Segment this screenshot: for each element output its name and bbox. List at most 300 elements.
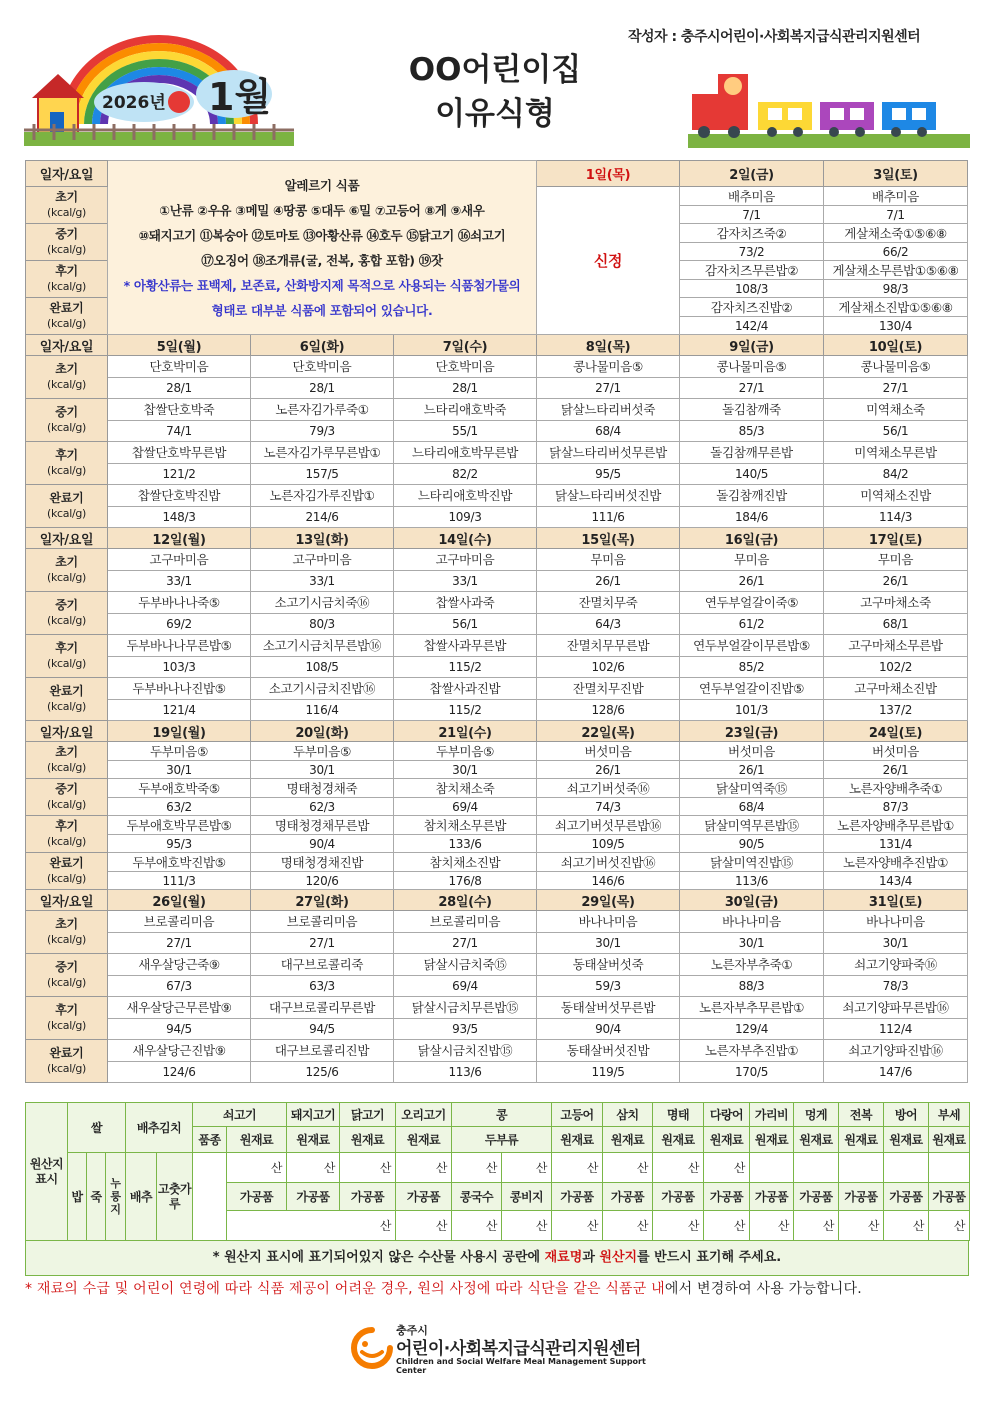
stage-label	[26, 1040, 108, 1083]
day-header: 9일(금)	[680, 335, 824, 356]
menu-item: 두부미음⑤	[251, 742, 394, 761]
allergy-line: ①난류 ②우유 ③메밀 ④땅콩 ⑤대두 ⑥밀 ⑦고등어 ⑧게 ⑨새우	[159, 202, 485, 218]
kcal-value: 111/6	[537, 506, 680, 528]
stage-label	[26, 399, 108, 442]
menu-item: 대구브로콜리무른밥	[251, 997, 394, 1019]
origin-item-croaker: 부세	[929, 1103, 970, 1127]
origin-item-abalone: 전복	[839, 1103, 884, 1127]
menu-item: 참치채소무른밥	[394, 816, 537, 835]
kcal-value: 63/3	[251, 975, 394, 997]
stage-name: 후기	[55, 448, 78, 462]
menu-item: 버섯미음	[680, 742, 824, 761]
stage-label	[26, 816, 108, 853]
center-logo	[350, 1322, 650, 1375]
menu-item: 닭살미역죽⑮	[680, 779, 824, 798]
origin-raw: 원재료	[287, 1127, 340, 1153]
menu-item: 무미음	[824, 549, 968, 571]
origin-raw: 원재료	[884, 1127, 929, 1153]
origin-rice-bap: 밥	[68, 1153, 87, 1241]
year-label: 2026년	[102, 93, 166, 113]
kcal-value: 30/1	[537, 932, 680, 954]
day-header: 14일(수)	[394, 528, 537, 549]
origin-blank[interactable]	[750, 1153, 794, 1183]
kcal-value: 59/3	[537, 975, 680, 997]
footnote	[25, 1278, 862, 1298]
date-day-label: 일자/요일	[26, 528, 108, 549]
menu-item: 쇠고기양파무른밥⑯	[824, 997, 968, 1019]
menu-item: 느타리애호박무른밥	[394, 442, 537, 464]
kcal-value: 121/4	[108, 699, 251, 721]
menu-item: 감자치즈죽②	[680, 224, 824, 243]
menu-item: 돌김참깨무른밥	[680, 442, 824, 464]
origin-mountain[interactable]: 산	[552, 1211, 603, 1241]
origin-rice-nurungji: 누룽지	[106, 1153, 126, 1241]
allergy-info	[108, 161, 537, 335]
kcal-value: 85/2	[680, 656, 824, 678]
origin-label: 원산지 표시	[26, 1103, 68, 1241]
menu-item: 노른자김가루무른밥①	[251, 442, 394, 464]
kcal-unit: (kcal/g)	[46, 835, 87, 848]
menu-item: 고구마채소죽	[824, 592, 968, 614]
origin-item-beef: 쇠고기	[193, 1103, 287, 1127]
stage-label	[26, 779, 108, 816]
stage-name: 완료기	[49, 491, 84, 505]
origin-item-spanish-mackerel: 삼치	[603, 1103, 653, 1127]
menu-item: 소고기시금치무른밥⑯	[251, 635, 394, 657]
menu-item: 브로콜리미음	[394, 911, 537, 933]
kcal-value: 7/1	[680, 206, 824, 224]
kcal-value: 69/4	[394, 975, 537, 997]
date-day-label: 일자/요일	[26, 721, 108, 742]
menu-item: 콩나물미음⑤	[680, 356, 824, 378]
origin-processed: 가공품	[794, 1183, 839, 1211]
menu-item: 게살채소무른밥①⑤⑥⑧	[824, 261, 968, 280]
origin-item-soy: 콩	[452, 1103, 552, 1127]
kcal-value: 90/5	[680, 835, 824, 853]
kcal-value: 30/1	[680, 932, 824, 954]
kcal-value: 87/3	[824, 798, 968, 816]
origin-blank[interactable]	[839, 1153, 884, 1183]
kcal-value: 30/1	[108, 761, 251, 779]
kcal-value: 74/3	[537, 798, 680, 816]
page-title: OO어린이집	[408, 52, 582, 88]
allergy-title: 알레르기 식품	[284, 177, 360, 193]
menu-item: 고구마미음	[394, 549, 537, 571]
menu-item: 잔멸치무죽	[537, 592, 680, 614]
origin-soy-noodle: 콩국수	[452, 1183, 502, 1211]
day-header: 24일(토)	[824, 721, 968, 742]
kcal-value: 33/1	[108, 570, 251, 592]
menu-item: 고구마채소무른밥	[824, 635, 968, 657]
origin-notice	[25, 1240, 969, 1276]
kcal-unit: (kcal/g)	[46, 761, 87, 774]
notice-highlight: 재료명	[544, 1250, 583, 1265]
stage-name: 완료기	[49, 684, 84, 698]
menu-item: 게살채소진밥①⑤⑥⑧	[824, 298, 968, 317]
menu-item: 콩나물미음⑤	[537, 356, 680, 378]
origin-raw: 원재료	[340, 1127, 396, 1153]
origin-kimchi-pepper: 고춧가루	[157, 1153, 193, 1241]
stage-label	[26, 224, 108, 261]
origin-mountain[interactable]: 산	[502, 1153, 552, 1183]
origin-item-sea-squirt: 멍게	[794, 1103, 839, 1127]
author-credit: 작성자 : 충주시어린이·사회복지급식관리지원센터	[628, 29, 921, 45]
menu-item: 느타리애호박죽	[394, 399, 537, 421]
kcal-value: 7/1	[824, 206, 968, 224]
menu-item: 두부바나나진밥⑤	[108, 678, 251, 700]
menu-item: 찹쌀단호박진밥	[108, 485, 251, 507]
kcal-value: 26/1	[680, 761, 824, 779]
origin-raw: 원재료	[552, 1127, 603, 1153]
menu-item: 동태살버섯죽	[537, 954, 680, 976]
menu-item: 두부애호박죽⑤	[108, 779, 251, 798]
kcal-value: 95/3	[108, 835, 251, 853]
stage-name: 후기	[55, 264, 78, 278]
menu-item: 찹쌀사과진밥	[394, 678, 537, 700]
menu-item: 닭살느타리버섯진밥	[537, 485, 680, 507]
smile-logo-icon	[350, 1326, 394, 1370]
kcal-unit: (kcal/g)	[46, 657, 87, 670]
origin-processed: 가공품	[653, 1183, 704, 1211]
origin-processed: 가공품	[340, 1183, 396, 1211]
kcal-value: 68/4	[680, 798, 824, 816]
menu-item: 새우살당근무른밥⑨	[108, 997, 251, 1019]
origin-raw: 원재료	[653, 1127, 704, 1153]
notice-text: 과	[582, 1250, 600, 1265]
kcal-value: 170/5	[680, 1061, 824, 1083]
kcal-value: 129/4	[680, 1018, 824, 1040]
kcal-value: 130/4	[824, 317, 968, 335]
kcal-value: 214/6	[251, 506, 394, 528]
menu-item: 노른자김가루진밥①	[251, 485, 394, 507]
origin-mountain[interactable]: 산	[794, 1211, 839, 1241]
stage-label	[26, 592, 108, 635]
menu-item: 무미음	[680, 549, 824, 571]
origin-rice-juk: 죽	[87, 1153, 106, 1241]
menu-item: 쇠고기양파진밥⑯	[824, 1040, 968, 1062]
kcal-value: 176/8	[394, 872, 537, 890]
kcal-value: 93/5	[394, 1018, 537, 1040]
menu-item: 돌김참깨죽	[680, 399, 824, 421]
holiday-cell: 신정	[537, 187, 680, 335]
kcal-value: 74/1	[108, 420, 251, 442]
origin-mountain[interactable]: 산	[653, 1153, 704, 1183]
kcal-value: 184/6	[680, 506, 824, 528]
menu-item: 쇠고기버섯무른밥⑯	[537, 816, 680, 835]
day-header: 31일(토)	[824, 890, 968, 911]
stage-label	[26, 997, 108, 1040]
menu-item: 닭살시금치죽⑮	[394, 954, 537, 976]
kcal-value: 56/1	[394, 613, 537, 635]
origin-item-yellowtail: 방어	[884, 1103, 929, 1127]
origin-mountain[interactable]: 산	[396, 1211, 452, 1241]
kcal-value: 55/1	[394, 420, 537, 442]
kcal-value: 124/6	[108, 1061, 251, 1083]
kcal-value: 64/3	[537, 613, 680, 635]
origin-mountain[interactable]: 산	[502, 1211, 552, 1241]
kcal-value: 113/6	[680, 872, 824, 890]
stage-label	[26, 356, 108, 399]
origin-mountain[interactable]: 산	[884, 1211, 929, 1241]
stage-name: 초기	[55, 917, 78, 931]
origin-mountain[interactable]: 산	[839, 1211, 884, 1241]
kcal-value: 88/3	[680, 975, 824, 997]
menu-item: 미역채소진밥	[824, 485, 968, 507]
stage-label	[26, 954, 108, 997]
origin-mountain[interactable]: 산	[227, 1153, 287, 1183]
kcal-value: 33/1	[251, 570, 394, 592]
kcal-value: 69/2	[108, 613, 251, 635]
notice-text: * 원산지 표시에 표기되어있지 않은 수산물 사용시 공란에	[212, 1250, 545, 1265]
menu-item: 새우살당근진밥⑨	[108, 1040, 251, 1062]
menu-item: 두부바나나죽⑤	[108, 592, 251, 614]
origin-processed: 가공품	[552, 1183, 603, 1211]
kcal-value: 121/2	[108, 463, 251, 485]
origin-processed: 가공품	[884, 1183, 929, 1211]
menu-item: 잔멸치무무른밥	[537, 635, 680, 657]
origin-mountain[interactable]: 산	[287, 1153, 340, 1183]
menu-item: 감자치즈진밥②	[680, 298, 824, 317]
day-header: 5일(월)	[108, 335, 251, 356]
kcal-value: 73/2	[680, 243, 824, 261]
kcal-unit: (kcal/g)	[46, 798, 87, 811]
kcal-unit: (kcal/g)	[46, 1062, 87, 1075]
kcal-value: 147/6	[824, 1061, 968, 1083]
day-header: 30일(금)	[680, 890, 824, 911]
date-day-label: 일자/요일	[26, 335, 108, 356]
day-header: 21일(수)	[394, 721, 537, 742]
day-header: 16일(금)	[680, 528, 824, 549]
kcal-value: 82/2	[394, 463, 537, 485]
stage-name: 초기	[55, 190, 78, 204]
kcal-value: 109/3	[394, 506, 537, 528]
menu-item: 버섯미음	[537, 742, 680, 761]
kcal-value: 28/1	[108, 377, 251, 399]
origin-mountain[interactable]: 산	[929, 1211, 970, 1241]
kcal-unit: (kcal/g)	[46, 976, 87, 989]
kcal-value: 95/5	[537, 463, 680, 485]
page-header	[0, 0, 992, 150]
kcal-unit: (kcal/g)	[46, 872, 87, 885]
day-header: 3일(토)	[824, 161, 968, 187]
menu-item: 버섯미음	[824, 742, 968, 761]
kcal-value: 33/1	[394, 570, 537, 592]
kcal-value: 140/5	[680, 463, 824, 485]
origin-blank[interactable]	[884, 1153, 929, 1183]
menu-item: 두부미음⑤	[394, 742, 537, 761]
origin-processed: 가공품	[704, 1183, 750, 1211]
kcal-unit: (kcal/g)	[46, 933, 87, 946]
menu-item: 닭살시금치진밥⑮	[394, 1040, 537, 1062]
menu-item: 닭살시금치무른밥⑮	[394, 997, 537, 1019]
menu-item: 노른자부추진밥①	[680, 1040, 824, 1062]
kcal-value: 98/3	[824, 280, 968, 298]
allergy-line: ⑩돼지고기 ⑪복숭아 ⑫토마토 ⑬아황산류 ⑭호두 ⑮닭고기 ⑯쇠고기	[138, 227, 506, 243]
origin-mountain[interactable]: 산	[340, 1153, 396, 1183]
origin-mountain[interactable]: 산	[704, 1211, 750, 1241]
kcal-value: 26/1	[680, 570, 824, 592]
origin-beef-kind: 품종	[193, 1127, 227, 1153]
origin-table	[25, 1102, 970, 1241]
stage-label	[26, 187, 108, 224]
stage-label	[26, 742, 108, 779]
kcal-value: 142/4	[680, 317, 824, 335]
allergy-note: 형태로 대부분 식품에 포함되어 있습니다.	[211, 302, 433, 318]
menu-item: 연두부얼갈이무른밥⑤	[680, 635, 824, 657]
origin-processed: 가공품	[396, 1183, 452, 1211]
menu-item: 노른자양배추진밥①	[824, 853, 968, 872]
stage-label	[26, 485, 108, 528]
kcal-unit: (kcal/g)	[46, 421, 87, 434]
origin-item-chicken: 닭고기	[340, 1103, 396, 1127]
menu-item: 돌김참깨진밥	[680, 485, 824, 507]
stage-label	[26, 442, 108, 485]
origin-item-pork: 돼지고기	[287, 1103, 340, 1127]
menu-item: 닭살미역무른밥⑮	[680, 816, 824, 835]
kcal-unit: (kcal/g)	[46, 1019, 87, 1032]
origin-raw: 원재료	[794, 1127, 839, 1153]
stage-name: 중기	[55, 405, 78, 419]
kcal-unit: (kcal/g)	[46, 280, 87, 293]
origin-rice-header: 쌀	[68, 1103, 126, 1153]
kcal-value: 27/1	[394, 932, 537, 954]
kcal-value: 80/3	[251, 613, 394, 635]
kcal-value: 146/6	[537, 872, 680, 890]
day-header: 20일(화)	[251, 721, 394, 742]
menu-item: 고구마채소진밥	[824, 678, 968, 700]
footnote-black: 에서 변경하여 사용 가능합니다.	[664, 1281, 862, 1297]
kcal-value: 26/1	[824, 761, 968, 779]
menu-item: 명태청경채진밥	[251, 853, 394, 872]
menu-item: 참치채소진밥	[394, 853, 537, 872]
date-day-label: 일자/요일	[26, 890, 108, 911]
menu-item: 고구마미음	[108, 549, 251, 571]
stage-name: 후기	[55, 641, 78, 655]
allergy-note: * 아황산류는 표백제, 보존료, 산화방지제 목적으로 사용되는 식품첨가물의	[123, 277, 521, 293]
stage-name: 완료기	[49, 301, 84, 315]
menu-item: 게살채소죽①⑤⑥⑧	[824, 224, 968, 243]
origin-blank[interactable]	[929, 1153, 970, 1183]
kcal-value: 137/2	[824, 699, 968, 721]
stage-label	[26, 853, 108, 890]
menu-item: 참치채소죽	[394, 779, 537, 798]
train-illustration	[688, 68, 970, 148]
kcal-value: 116/4	[251, 699, 394, 721]
kcal-unit: (kcal/g)	[46, 571, 87, 584]
origin-mountain[interactable]: 산	[552, 1153, 603, 1183]
menu-item: 감자치즈무른밥②	[680, 261, 824, 280]
origin-mountain[interactable]: 산	[603, 1211, 653, 1241]
menu-item: 단호박미음	[251, 356, 394, 378]
menu-item: 단호박미음	[394, 356, 537, 378]
stage-label	[26, 298, 108, 335]
origin-mountain[interactable]: 산	[227, 1211, 396, 1241]
logo-english: Children and Social Welfare Meal Management Support Center	[396, 1357, 646, 1375]
kcal-value: 85/3	[680, 420, 824, 442]
menu-item: 브로콜리미음	[108, 911, 251, 933]
origin-beef-kind-value[interactable]	[193, 1153, 227, 1241]
stage-label	[26, 678, 108, 721]
kcal-value: 30/1	[251, 761, 394, 779]
day-header: 28일(수)	[394, 890, 537, 911]
kcal-unit: (kcal/g)	[46, 507, 87, 520]
origin-mountain[interactable]: 산	[396, 1153, 452, 1183]
kcal-value: 66/2	[824, 243, 968, 261]
day-header: 1일(목)	[537, 161, 680, 187]
origin-processed: 가공품	[750, 1183, 794, 1211]
kcal-value: 157/5	[251, 463, 394, 485]
menu-item: 찹쌀단호박죽	[108, 399, 251, 421]
kcal-value: 56/1	[824, 420, 968, 442]
kcal-value: 101/3	[680, 699, 824, 721]
origin-mountain[interactable]: 산	[704, 1153, 750, 1183]
menu-item: 쇠고기버섯진밥⑯	[537, 853, 680, 872]
kcal-value: 27/1	[824, 377, 968, 399]
day-header: 29일(목)	[537, 890, 680, 911]
origin-mountain[interactable]: 산	[750, 1211, 794, 1241]
stage-label	[26, 911, 108, 954]
menu-item: 두부바나나무른밥⑤	[108, 635, 251, 657]
stage-label	[26, 261, 108, 298]
menu-item: 콩나물미음⑤	[824, 356, 968, 378]
kcal-unit: (kcal/g)	[46, 378, 87, 391]
day-header: 26일(월)	[108, 890, 251, 911]
stage-name: 초기	[55, 745, 78, 759]
menu-item: 두부애호박무른밥⑤	[108, 816, 251, 835]
kcal-value: 131/4	[824, 835, 968, 853]
menu-item: 미역채소죽	[824, 399, 968, 421]
origin-mountain[interactable]: 산	[603, 1153, 653, 1183]
stage-name: 중기	[55, 598, 78, 612]
kcal-value: 109/5	[537, 835, 680, 853]
menu-item: 연두부얼갈이죽⑤	[680, 592, 824, 614]
kcal-value: 111/3	[108, 872, 251, 890]
kcal-value: 68/4	[537, 420, 680, 442]
menu-item: 배추미음	[824, 187, 968, 206]
kcal-value: 26/1	[824, 570, 968, 592]
menu-item: 노른자양배추무른밥①	[824, 816, 968, 835]
origin-mountain[interactable]: 산	[452, 1153, 502, 1183]
menu-item: 동태살버섯무른밥	[537, 997, 680, 1019]
menu-item: 고구마미음	[251, 549, 394, 571]
origin-blank[interactable]	[794, 1153, 839, 1183]
origin-mountain[interactable]: 산	[452, 1211, 502, 1241]
kcal-value: 113/6	[394, 1061, 537, 1083]
kcal-unit: (kcal/g)	[46, 700, 87, 713]
kcal-value: 61/2	[680, 613, 824, 635]
page-subtitle: 이유식형	[435, 96, 555, 132]
kcal-value: 27/1	[537, 377, 680, 399]
kcal-value: 102/6	[537, 656, 680, 678]
kcal-value: 120/6	[251, 872, 394, 890]
day-header: 8일(목)	[537, 335, 680, 356]
menu-item: 미역채소무른밥	[824, 442, 968, 464]
menu-item: 닭살미역진밥⑮	[680, 853, 824, 872]
kcal-value: 79/3	[251, 420, 394, 442]
kcal-unit: (kcal/g)	[46, 464, 87, 477]
menu-item: 대구브로콜리진밥	[251, 1040, 394, 1062]
origin-mountain[interactable]: 산	[653, 1211, 704, 1241]
day-header: 13일(화)	[251, 528, 394, 549]
day-header: 17일(토)	[824, 528, 968, 549]
month-label: 1월	[208, 75, 272, 119]
day-header: 10일(토)	[824, 335, 968, 356]
menu-item: 두부미음⑤	[108, 742, 251, 761]
day-header: 15일(목)	[537, 528, 680, 549]
kcal-value: 112/4	[824, 1018, 968, 1040]
stage-name: 중기	[55, 960, 78, 974]
origin-soy-bijee: 콩비지	[502, 1183, 552, 1211]
